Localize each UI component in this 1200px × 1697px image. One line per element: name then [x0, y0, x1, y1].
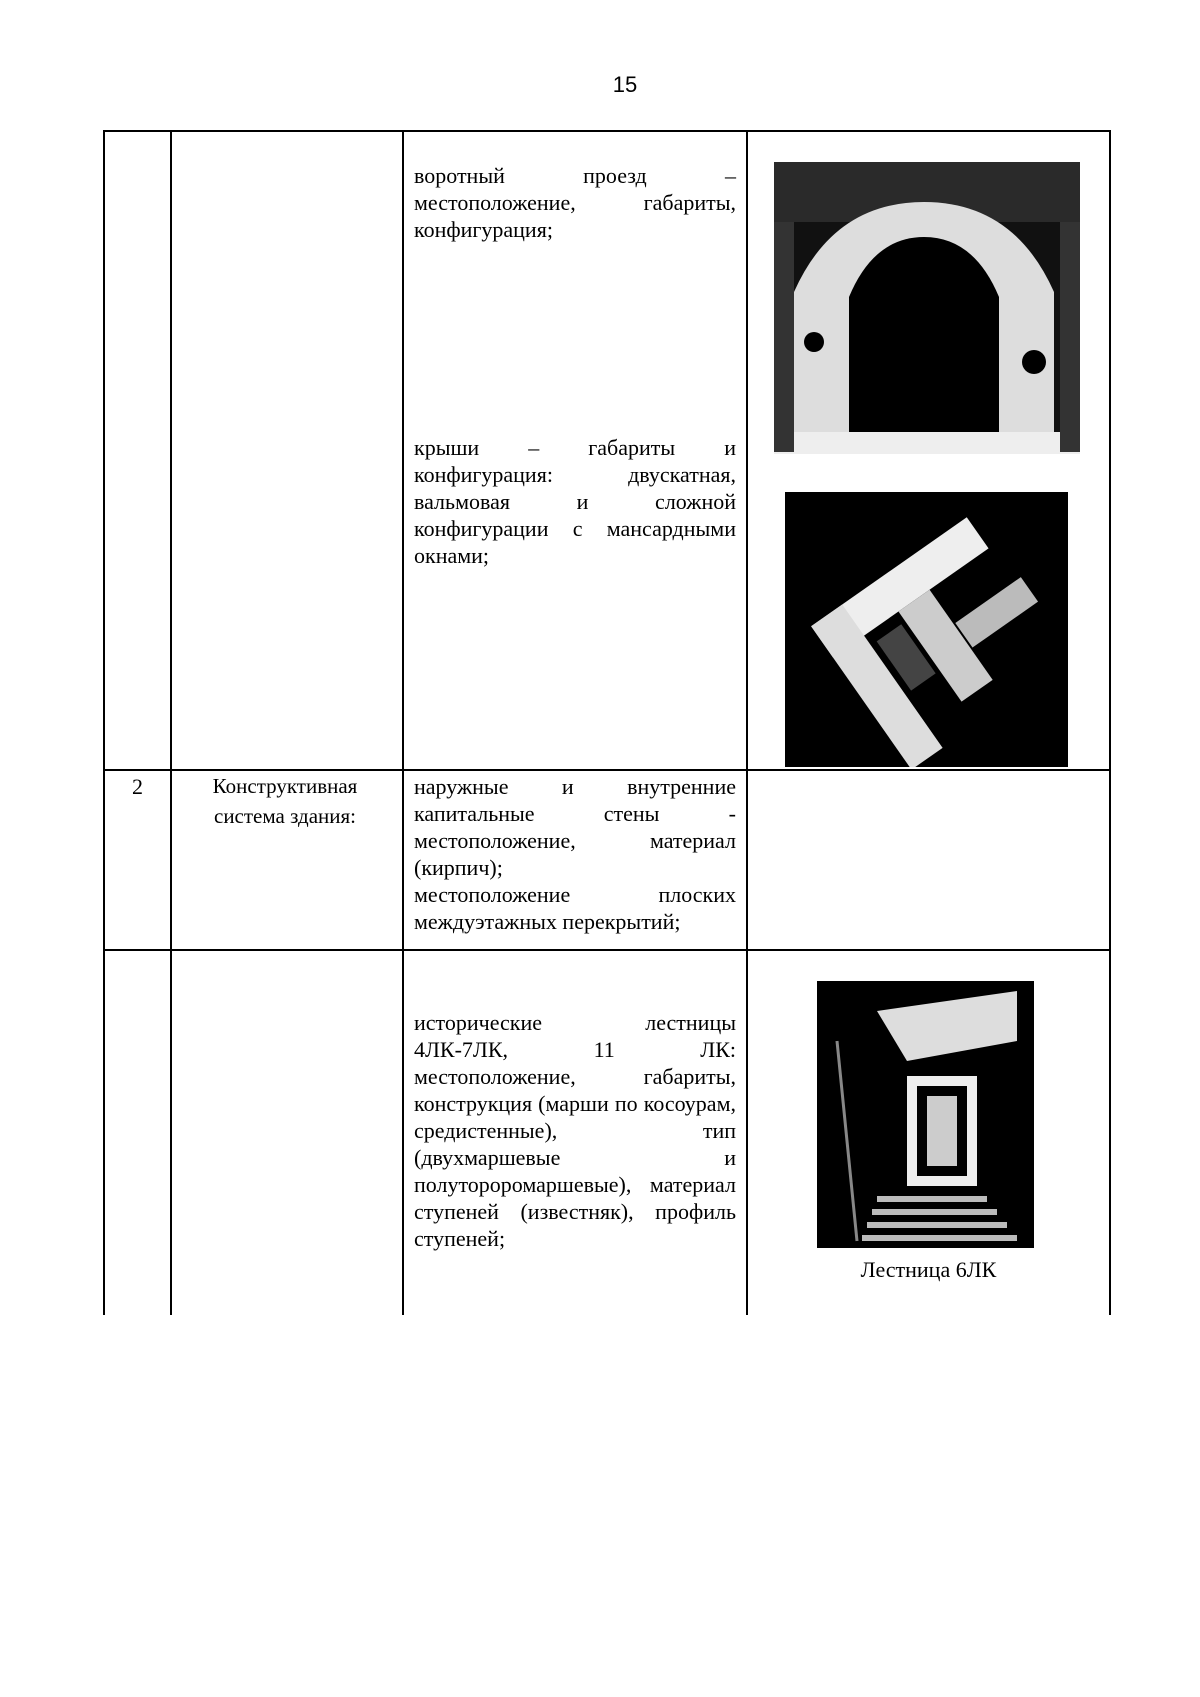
row-number-cell: [104, 131, 171, 770]
heritage-table: [103, 130, 1111, 1315]
row-number-cell: 2: [104, 770, 171, 950]
item-capital-walls: наружные и внутренние капитальные стены - местоположение, материал (кирпич);: [414, 774, 736, 880]
category-cell: [171, 950, 403, 1315]
item-roofs: крыши – габариты и конфигурация: двускатная, вальмовая и сложной конфигурации с мансардными окнами;: [414, 435, 736, 568]
item-floor-slabs: местоположение плоских междуэтажных перекрытий;: [414, 882, 736, 934]
staircase-photo: [817, 981, 1034, 1248]
roof-aerial-photo: [785, 492, 1068, 767]
table-row: [104, 131, 1110, 770]
table-row: [104, 770, 1110, 950]
row-number-cell: [104, 950, 171, 1315]
staircase-caption: Лестница 6ЛК: [860, 1257, 997, 1282]
photo-cell: [747, 770, 1110, 950]
category-cell: [171, 131, 403, 770]
category-cell: Конструктивная система здания:: [171, 770, 403, 950]
description-cell: [403, 131, 747, 770]
description-cell: [403, 770, 747, 950]
photo-cell: [747, 950, 1110, 1315]
photo-cell: [747, 131, 1110, 770]
page-number: 15: [612, 72, 638, 97]
table-row: [104, 950, 1110, 1315]
description-cell: [403, 950, 747, 1315]
gate-passage-photo: [774, 162, 1080, 454]
item-historic-stairs: исторические лестницы 4ЛК-7ЛК, 11 ЛК: местоположение, габариты, конструкция (марши по косоурам, средистенные), тип (двухмаршевые и полутороромаршевые), материал ступеней (известняк), профиль ступеней;: [414, 1010, 736, 1251]
item-gate-passage: воротный проезд – местоположение, габариты, конфигурация;: [414, 163, 736, 242]
